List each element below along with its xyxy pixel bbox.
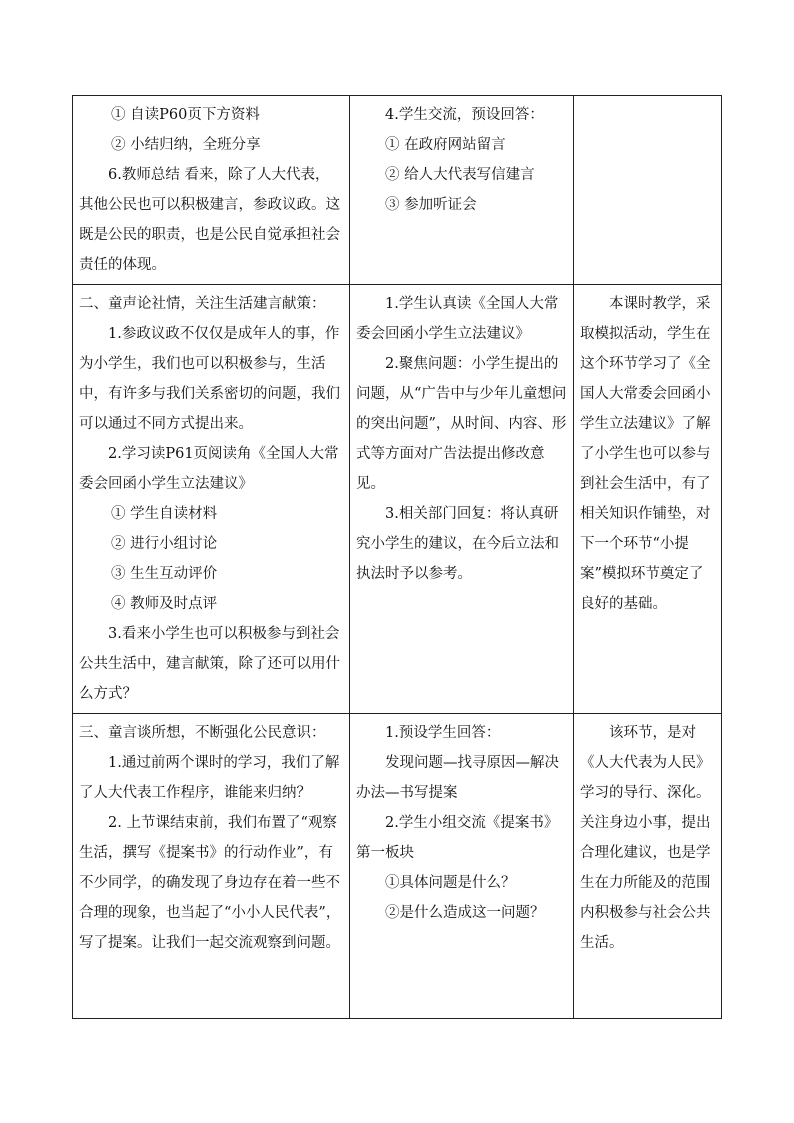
cell-paragraph: ④ 教师及时点评: [111, 596, 218, 612]
teacher-activity-cell: [73, 714, 350, 1019]
cell-paragraph: ② 进行小组讨论: [111, 536, 218, 552]
cell-paragraph: ② 给人大代表写信建言: [385, 167, 535, 183]
design-intent-cell: [574, 285, 722, 714]
teacher-activity-cell: [73, 285, 350, 714]
cell-paragraph: ② 小结归纳，全班分享: [111, 137, 261, 153]
cell-paragraph: ③ 生生互动评价: [111, 566, 218, 582]
table-row: [73, 285, 722, 714]
cell-paragraph: 1.预设学生回答：: [385, 725, 501, 741]
cell-paragraph: ①具体问题是什么？: [385, 875, 516, 891]
cell-paragraph: ① 学生自读材料: [111, 506, 218, 522]
cell-paragraph: 本课时教学，采取模拟活动，学生在这个环节学习了《全国人大常委会回函小学生立法建议》了解了小学生也可以参与到社会生活中，有了相关知识作铺垫，对下一个环节“小提案”模拟环节奠定了良好的基础。: [580, 296, 711, 612]
student-activity-cell: [350, 96, 574, 285]
cell-paragraph: 4.学生交流，预设回答：: [385, 107, 544, 123]
student-activity-cell: [350, 285, 574, 714]
cell-paragraph: 二、童声论社情，关注生活建言献策：: [79, 296, 326, 312]
cell-paragraph: 2.学习读P61页阅读角《全国人大常委会回函小学生立法建议》: [79, 446, 339, 492]
table-row: [73, 96, 722, 285]
cell-paragraph: 2. 上节课结束前，我们布置了“观察生活，撰写《提案书》的行动作业”，有不少同学，的确发现了身边存在着一些不合理的现象，也当起了“小小人民代表”，写了提案。让我们一起交流观察到问题。: [79, 815, 341, 951]
cell-paragraph: 该环节，是对《人大代表为人民》学习的导行、深化。关注身边小事，提出合理化建议，也是学生在力所能及的范围内积极参与社会公共生活。: [580, 725, 711, 951]
cell-paragraph: ① 自读P60页下方资料: [111, 107, 260, 123]
cell-paragraph: 三、童言谈所想，不断强化公民意识：: [79, 725, 326, 741]
cell-paragraph: 3.相关部门回复：将认真研究小学生的建议，在今后立法和执法时予以参考。: [356, 506, 559, 582]
cell-paragraph: 2.聚焦问题：小学生提出的问题，从“广告中与少年儿童想问的突出问题”，从时间、内容、形式等方面对广告法提出修改意见。: [356, 356, 567, 492]
student-activity-cell: [350, 714, 574, 1019]
design-intent-cell: [574, 714, 722, 1019]
cell-paragraph: ③ 参加听证会: [385, 197, 477, 213]
design-intent-cell: [574, 96, 722, 285]
cell-paragraph: 1.学生认真读《全国人大常委会回函小学生立法建议》: [356, 296, 559, 342]
lesson-plan-table: [72, 95, 722, 1019]
cell-paragraph: ②是什么造成这一问题？: [385, 905, 545, 921]
cell-paragraph: 6.教师总结 看来，除了人大代表，其他公民也可以积极建言，参政议政。这既是公民的职责，也是公民自觉承担社会责任的体现。: [79, 167, 340, 273]
table-row: [73, 714, 722, 1019]
cell-paragraph: 1.通过前两个课时的学习，我们了解了人大代表工作程序，谁能来归纳？: [79, 755, 340, 801]
cell-paragraph: 3.看来小学生也可以积极参与到社会公共生活中，建言献策，除了还可以用什么方式？: [79, 626, 340, 702]
cell-paragraph: 发现问题—找寻原因—解决办法—书写提案: [356, 755, 559, 801]
cell-paragraph: 2.学生小组交流《提案书》第一板块: [356, 815, 559, 861]
cell-paragraph: 1.参政议政不仅仅是成年人的事，作为小学生，我们也可以积极参与，生活中，有许多与我们关系密切的问题，我们可以通过不同方式提出来。: [79, 326, 340, 432]
cell-paragraph: ① 在政府网站留言: [385, 137, 506, 153]
teacher-activity-cell: [73, 96, 350, 285]
